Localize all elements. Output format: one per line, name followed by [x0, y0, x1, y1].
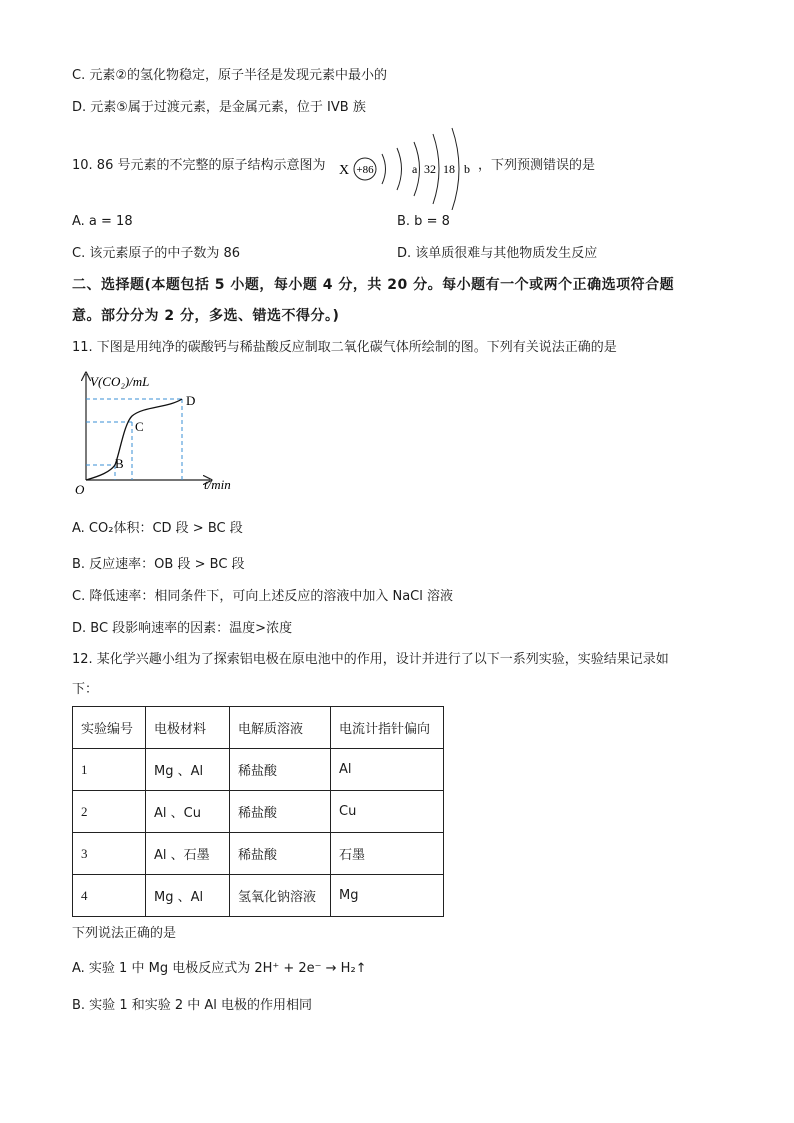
table-cell: 稀盐酸: [230, 791, 331, 833]
q10-option-d: D. 该单质很难与其他物质发生反应: [397, 246, 598, 261]
experiment-table: [72, 706, 444, 917]
q10-stem-suffix: ，下列预测错误的是: [478, 158, 596, 173]
table-cell: 石墨: [331, 833, 444, 875]
option-d-prev: D. 元素⑤属于过渡元素，是金属元素，位于 IVB 族: [72, 100, 366, 115]
table-header-cell: 实验编号: [73, 707, 146, 749]
q12-option-a: A. 实验 1 中 Mg 电极反应式为 2H⁺ + 2e⁻ → H₂↑: [72, 961, 367, 976]
nucleus-charge: +86: [356, 164, 374, 176]
origin-label: O: [75, 482, 85, 497]
atom-structure-diagram: [334, 124, 484, 210]
option-c-prev: C. 元素②的氢化物稳定，原子半径是发现元素中最小的: [72, 68, 387, 83]
q10-option-a: A. a = 18: [72, 214, 133, 229]
table-cell: Al 、石墨: [146, 833, 230, 875]
q10-option-c: C. 该元素原子的中子数为 86: [72, 246, 241, 261]
q12-stem-line1: 12. 某化学兴趣小组为了探索铝电极在原电池中的作用，设计并进行了以下一系列实验，实验结果记录如: [72, 652, 669, 667]
shell-32: 32: [424, 162, 436, 176]
table-cell: 3: [73, 833, 146, 875]
table-header-cell: 电解质溶液: [230, 707, 331, 749]
q12-question: 下列说法正确的是: [72, 926, 177, 941]
shell-a: a: [412, 162, 418, 176]
table-row: [73, 749, 444, 791]
point-d-label: D: [186, 393, 196, 408]
section2-heading-line1: 二、选择题(本题包括 5 小题，每小题 4 分，共 20 分。每小题有一个或两个正确选项符合题: [72, 277, 675, 293]
table-cell: Mg 、Al: [146, 749, 230, 791]
table-cell: 氢氧化钠溶液: [230, 875, 331, 917]
point-b-label: B: [115, 456, 124, 471]
y-axis-label: V(CO₂)/mL: [90, 374, 150, 389]
table-cell: 稀盐酸: [230, 833, 331, 875]
q10-option-b: B. b = 8: [397, 214, 450, 229]
q11-option-c: C. 降低速率：相同条件下，可向上述反应的溶液中加入 NaCl 溶液: [72, 589, 453, 604]
section2-heading-line2: 意。部分分为 2 分，多选、错选不得分。): [72, 308, 340, 324]
table-cell: Al 、Cu: [146, 791, 230, 833]
q11-option-b: B. 反应速率：OB 段 > BC 段: [72, 557, 245, 572]
table-cell: 稀盐酸: [230, 749, 331, 791]
q11-option-a: A. CO₂体积：CD 段 > BC 段: [72, 521, 243, 536]
table-cell: Mg: [331, 875, 444, 917]
volume-curve: [86, 399, 182, 480]
table-cell: 1: [73, 749, 146, 791]
q12-stem-line2: 下：: [72, 682, 99, 697]
x-axis-label: t/min: [204, 477, 231, 492]
q11-stem: 11. 下图是用纯净的碳酸钙与稀盐酸反应制取二氧化碳气体所绘制的图。下列有关说法正确的是: [72, 340, 617, 355]
table-cell: Mg 、Al: [146, 875, 230, 917]
table-header-cell: 电极材料: [146, 707, 230, 749]
shell-18: 18: [443, 162, 455, 176]
table-header-cell: 电流计指针偏向: [331, 707, 444, 749]
shell-b: b: [464, 162, 470, 176]
table-cell: 4: [73, 875, 146, 917]
atom-symbol: X: [339, 163, 350, 178]
table-cell: Cu: [331, 791, 444, 833]
co2-volume-graph: [72, 368, 247, 500]
table-header-row: [73, 707, 444, 749]
table-cell: Al: [331, 749, 444, 791]
table-cell: 2: [73, 791, 146, 833]
q12-option-b: B. 实验 1 和实验 2 中 Al 电极的作用相同: [72, 998, 313, 1013]
q10-stem-prefix: 10. 86 号元素的不完整的原子结构示意图为: [72, 158, 326, 173]
point-c-label: C: [135, 419, 144, 434]
q11-option-d: D. BC 段影响速率的因素：温度>浓度: [72, 621, 293, 636]
table-row: [73, 833, 444, 875]
table-row: [73, 791, 444, 833]
table-row: [73, 875, 444, 917]
